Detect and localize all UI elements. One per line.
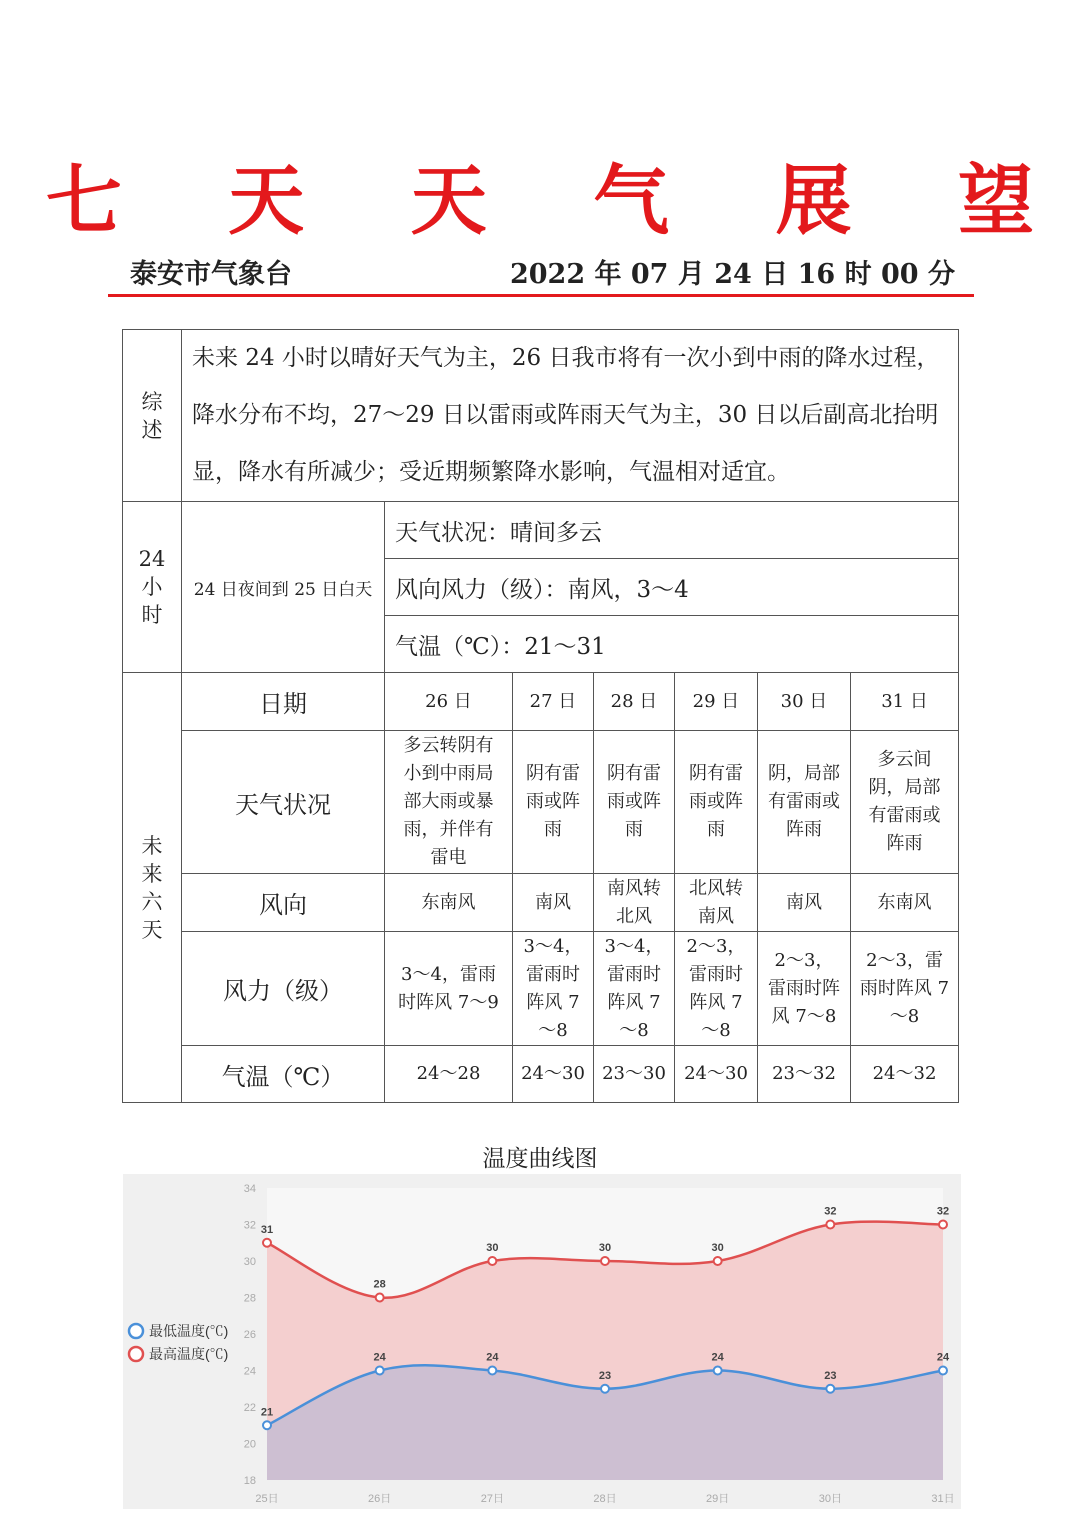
date-row xyxy=(123,673,959,731)
temperature-cell: 23～32 xyxy=(758,1046,851,1103)
y-tick-label: 34 xyxy=(243,1183,256,1195)
weather-cell: 多云间阴，局部有雷雨或阵雨 xyxy=(851,731,959,874)
issuing-organization: 泰安市气象台 xyxy=(130,259,292,290)
weather-cell: 多云转阴有小到中雨局部大雨或暴雨，并伴有雷电 xyxy=(385,731,513,874)
temperature-cell: 23～30 xyxy=(594,1046,675,1103)
summary-label: 综 述 xyxy=(123,330,182,502)
max-temp-point xyxy=(488,1257,496,1265)
min-temp-data-label: 24 xyxy=(373,1351,386,1364)
max-temp-point xyxy=(826,1221,834,1229)
wind-direction-cell: 南风转北风 xyxy=(594,874,675,932)
wind-direction-cell: 东南风 xyxy=(851,874,959,932)
wind-direction-row xyxy=(123,874,959,932)
y-tick-label: 18 xyxy=(243,1475,256,1487)
wind-force-cell: 3～4，雷雨时阵风 7～9 xyxy=(385,932,513,1046)
legend-max-marker xyxy=(129,1347,143,1361)
min-temp-data-label: 23 xyxy=(598,1369,612,1382)
max-temp-point xyxy=(263,1239,271,1247)
x-tick-label: 31日 xyxy=(931,1493,955,1505)
date-cell: 31 日 xyxy=(851,673,959,731)
x-tick-label: 30日 xyxy=(818,1493,842,1505)
min-temp-data-label: 24 xyxy=(936,1351,950,1364)
max-temp-point xyxy=(601,1257,609,1265)
min-temp-data-label: 23 xyxy=(824,1369,837,1382)
next24h-temperature: 气温（℃）：21～31 xyxy=(385,616,959,673)
summary-text: 未来 24 小时以晴好天气为主，26 日我市将有一次小到中雨的降水过程，降水分布不均，27～29 日以雷雨或阵雨天气为主，30 日以后副高北抬明显，降水有所减少；受近期频繁降水影响，气温相对适宜。 xyxy=(182,330,959,502)
wind-force-cell: 3～4，雷雨时阵风 7～8 xyxy=(513,932,594,1046)
temperature-row xyxy=(123,1046,959,1103)
wind-direction-cell: 南风 xyxy=(758,874,851,932)
temperature-chart xyxy=(123,1174,961,1509)
y-tick-label: 24 xyxy=(243,1365,256,1378)
min-temp-point xyxy=(826,1385,834,1393)
max-temp-data-label: 30 xyxy=(486,1242,499,1254)
y-tick-label: 20 xyxy=(243,1438,256,1451)
six-days-label: 未 来 六 天 xyxy=(123,673,182,1103)
min-temp-data-label: 24 xyxy=(486,1351,499,1364)
wind-force-cell: 2～3，雷雨时阵风 7～8 xyxy=(758,932,851,1046)
min-temp-data-label: 24 xyxy=(711,1351,724,1364)
weather-cell: 阴，局部有雷雨或阵雨 xyxy=(758,731,851,874)
max-temp-data-label: 30 xyxy=(711,1242,724,1254)
y-tick-label: 22 xyxy=(243,1402,256,1414)
date-cell: 27 日 xyxy=(513,673,594,731)
next24h-row-weather xyxy=(123,502,959,559)
max-temp-point xyxy=(376,1294,384,1302)
chart-title: 温度曲线图 xyxy=(482,1146,598,1172)
wind-force-cell: 3～4，雷雨时阵风 7～8 xyxy=(594,932,675,1046)
issue-time: 2022 年 07 月 24 日 16 时 00 分 xyxy=(509,259,955,290)
legend-max-label: 最高温度(℃) xyxy=(149,1346,229,1362)
wind-force-cell: 2～3，雷雨时阵风 7～8 xyxy=(851,932,959,1046)
row-label-weather: 天气状况 xyxy=(182,731,385,874)
min-temp-point xyxy=(263,1421,271,1429)
date-cell: 26 日 xyxy=(385,673,513,731)
temperature-cell: 24～30 xyxy=(513,1046,594,1103)
header xyxy=(130,252,955,292)
wind-direction-cell: 北风转南风 xyxy=(675,874,758,932)
min-temp-point xyxy=(939,1367,947,1375)
header-divider xyxy=(108,294,974,297)
row-label-date: 日期 xyxy=(182,673,385,731)
temperature-cell: 24～30 xyxy=(675,1046,758,1103)
next24h-period: 24 日夜间到 25 日白天 xyxy=(182,502,385,673)
next24h-label: 24 小 时 xyxy=(123,502,182,673)
wind-direction-cell: 东南风 xyxy=(385,874,513,932)
date-cell: 29 日 xyxy=(675,673,758,731)
min-temp-point xyxy=(376,1367,384,1375)
next24h-wind: 风向风力（级）：南风，3～4 xyxy=(385,559,959,616)
min-temp-point xyxy=(601,1385,609,1393)
next24h-weather: 天气状况：晴间多云 xyxy=(385,502,959,559)
weather-cell: 阴有雷雨或阵雨 xyxy=(513,731,594,874)
forecast-table xyxy=(122,329,959,1103)
date-cell: 28 日 xyxy=(594,673,675,731)
max-temp-data-label: 32 xyxy=(824,1205,837,1218)
max-temp-data-label: 28 xyxy=(373,1278,386,1291)
row-label-wind-force: 风力（级） xyxy=(182,932,385,1046)
weather-cell: 阴有雷雨或阵雨 xyxy=(594,731,675,874)
weather-row xyxy=(123,731,959,874)
y-tick-label: 32 xyxy=(243,1219,256,1232)
row-label-wind-direction: 风向 xyxy=(182,874,385,932)
x-tick-label: 25日 xyxy=(255,1493,279,1505)
y-tick-label: 28 xyxy=(243,1292,256,1305)
min-temp-point xyxy=(714,1367,722,1375)
min-temp-point xyxy=(488,1367,496,1375)
legend-min-label: 最低温度(℃) xyxy=(149,1323,229,1339)
x-tick-label: 26日 xyxy=(368,1493,392,1505)
summary-row xyxy=(123,330,959,502)
wind-direction-cell: 南风 xyxy=(513,874,594,932)
x-tick-label: 28日 xyxy=(593,1493,617,1505)
max-temp-point xyxy=(714,1257,722,1265)
min-temp-data-label: 21 xyxy=(260,1406,274,1419)
x-tick-label: 27日 xyxy=(480,1493,504,1505)
legend-min-marker xyxy=(129,1324,143,1338)
max-temp-data-label: 32 xyxy=(936,1205,950,1218)
weather-cell: 阴有雷雨或阵雨 xyxy=(675,731,758,874)
wind-force-row xyxy=(123,932,959,1046)
max-temp-point xyxy=(939,1221,947,1229)
date-cell: 30 日 xyxy=(758,673,851,731)
row-label-temperature: 气温（℃） xyxy=(182,1046,385,1103)
wind-force-cell: 2～3，雷雨时阵风 7～8 xyxy=(675,932,758,1046)
x-tick-label: 29日 xyxy=(706,1493,730,1505)
max-temp-data-label: 31 xyxy=(260,1223,274,1236)
max-temp-data-label: 30 xyxy=(598,1242,612,1254)
y-tick-label: 26 xyxy=(243,1329,256,1341)
temperature-cell: 24～28 xyxy=(385,1046,513,1103)
page-title: 七 天 天 气 展 望 xyxy=(45,156,1075,245)
y-tick-label: 30 xyxy=(243,1256,256,1268)
temperature-cell: 24～32 xyxy=(851,1046,959,1103)
